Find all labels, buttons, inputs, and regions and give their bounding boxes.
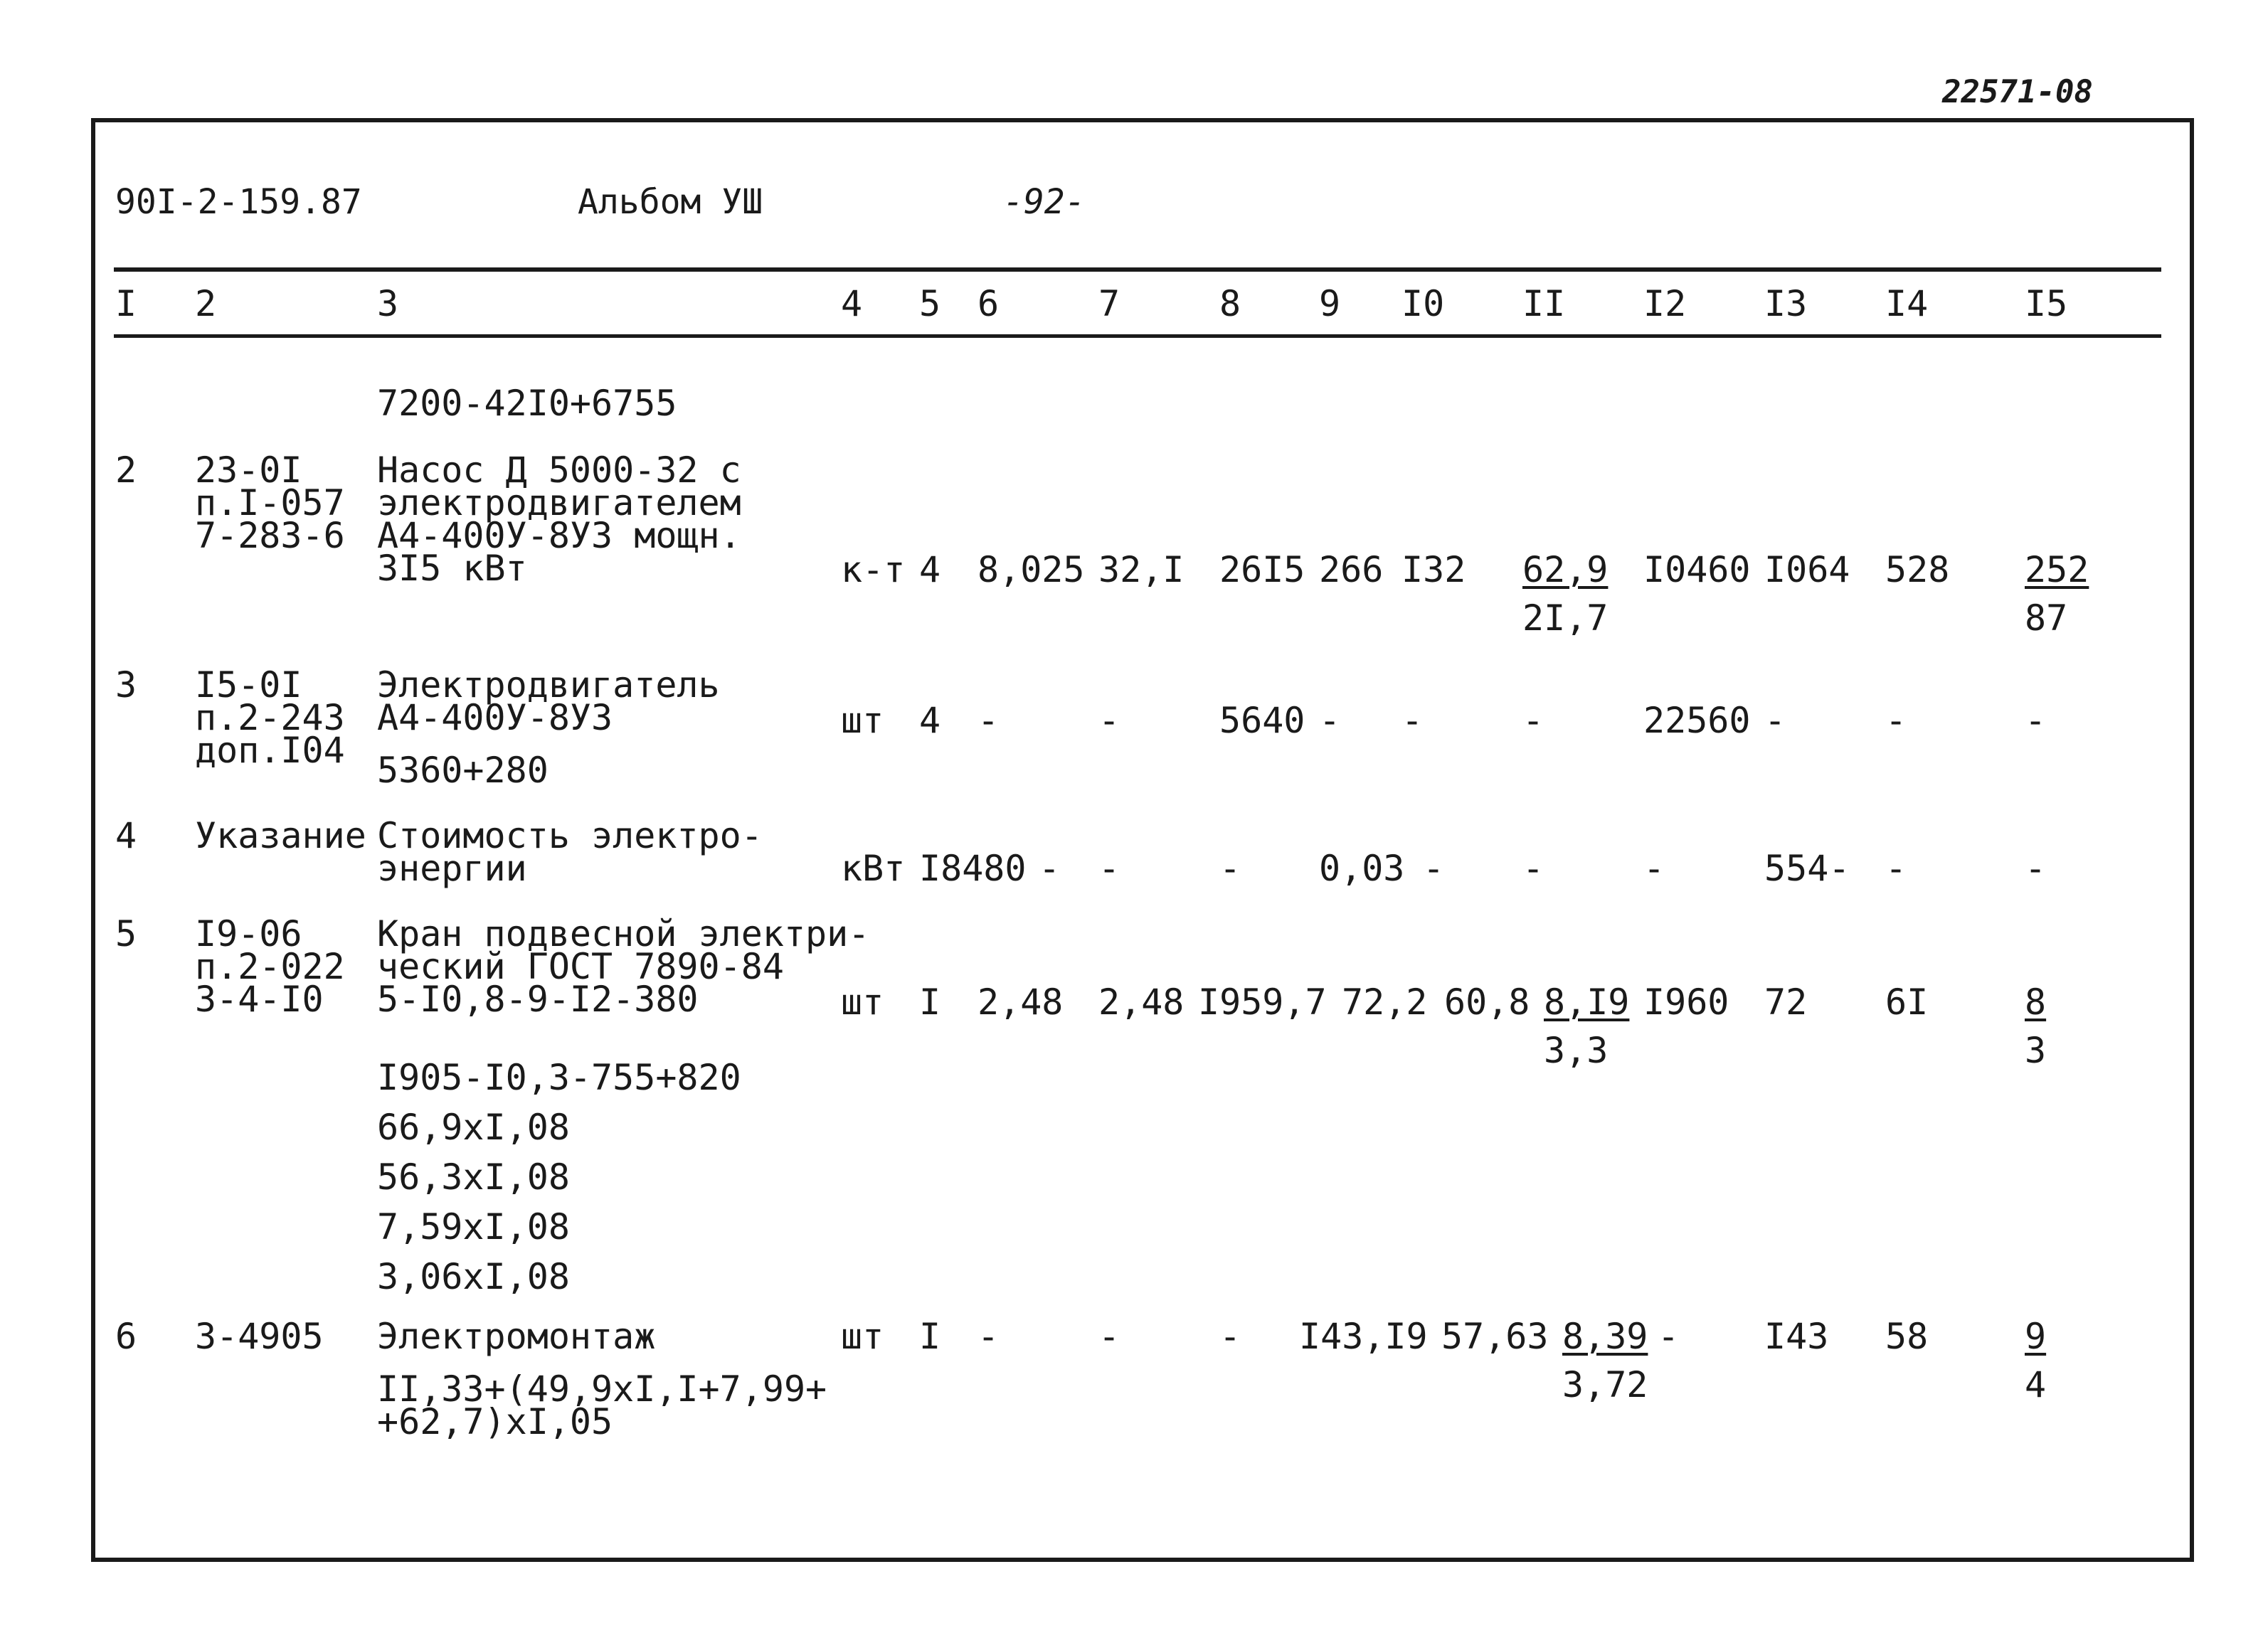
code-line: Указание	[195, 815, 366, 856]
col-14-value: -	[1885, 848, 1907, 889]
code-line: I9-06	[195, 913, 302, 954]
col-15-value: -	[2025, 848, 2047, 889]
col-11-value: 8,39	[1562, 1316, 1648, 1357]
quantity: 4	[919, 700, 941, 741]
desc-line: 5-I0,8-9-I2-380	[377, 979, 699, 1020]
unit: к-т	[841, 549, 906, 590]
desc-line: А4-400У-8УЗ	[377, 697, 613, 738]
price-code	[195, 815, 366, 856]
col-13-value: -	[1764, 700, 1786, 741]
unit: шт	[841, 1316, 884, 1357]
col-header-2: 2	[195, 283, 217, 324]
code-line: п.2-022	[195, 946, 345, 987]
col-10-value: 57,63	[1441, 1316, 1549, 1357]
col-14-value: 6I	[1885, 982, 1929, 1023]
col-7-value: 2,48	[1098, 982, 1185, 1023]
col-15-value: 8	[2025, 982, 2047, 1023]
desc-line: Кран подвесной электри-	[377, 913, 870, 954]
desc-line: Электромонтаж	[377, 1316, 656, 1357]
price-code	[195, 913, 345, 1020]
col-11-subvalue: 2I,7	[1522, 597, 1609, 639]
col-13-value: I43	[1764, 1316, 1829, 1357]
code-line: п.2-243	[195, 697, 345, 738]
col-8-value: -	[1219, 848, 1241, 889]
item-description	[377, 815, 763, 889]
desc-line: энергии	[377, 848, 527, 889]
code-line: I5-0I	[195, 664, 302, 706]
unit: кВт	[841, 848, 906, 889]
col-8-value: I959,7	[1198, 982, 1327, 1023]
col-7-value: -	[1098, 848, 1120, 889]
col-11-value: -	[1522, 700, 1544, 741]
col-12-value: I0460	[1643, 549, 1751, 590]
quantity: I8480	[919, 848, 1027, 889]
col-10-value: 60,8	[1444, 982, 1530, 1023]
code-line: п.I-057	[195, 482, 345, 523]
col-12-value: I960	[1643, 982, 1729, 1023]
col-15-value: 9	[2025, 1316, 2047, 1357]
table-header-rule	[114, 334, 2161, 338]
desc-line: электродвигателем	[377, 482, 741, 523]
col-11-subvalue: 3,72	[1562, 1364, 1648, 1405]
col-12-value: -	[1658, 1316, 1680, 1357]
col-header-9: 9	[1319, 283, 1341, 324]
calc-lines	[377, 1368, 827, 1442]
calc-line: 3,06xI,08	[377, 1256, 570, 1297]
col-header-10: I0	[1401, 283, 1445, 324]
col-14-value: 58	[1885, 1316, 1929, 1357]
unit: шт	[841, 700, 884, 741]
row-number: 6	[115, 1316, 137, 1357]
desc-line: Стоимость электро-	[377, 815, 763, 856]
item-description	[377, 1316, 656, 1357]
preamble-formula: 7200-42I0+6755	[377, 383, 677, 424]
calc-line: 56,3xI,08	[377, 1156, 570, 1198]
row-number: 2	[115, 450, 137, 491]
col-header-8: 8	[1219, 283, 1241, 324]
item-description	[377, 664, 720, 738]
code-line: 23-0I	[195, 450, 302, 491]
col-14-value: 528	[1885, 549, 1950, 590]
col-9-value: I43,I9	[1299, 1316, 1428, 1357]
calc-line: 7,59xI,08	[377, 1206, 570, 1248]
unit: шт	[841, 982, 884, 1023]
col-6-value: -	[977, 1316, 1000, 1357]
col-15-subvalue: 3	[2025, 1030, 2047, 1071]
calc-lines	[377, 1053, 741, 1302]
code-line: 3-4-I0	[195, 979, 324, 1020]
col-6-value: 2,48	[977, 982, 1064, 1023]
col-6-value: -	[1039, 848, 1061, 889]
col-11-subvalue: 3,3	[1544, 1030, 1609, 1071]
calc-line: II,33+(49,9xI,I+7,99+	[377, 1368, 827, 1410]
col-11-value: -	[1522, 848, 1544, 889]
price-code	[195, 664, 345, 771]
col-7-value: -	[1098, 1316, 1120, 1357]
col-9-value: -	[1319, 700, 1341, 741]
col-9-value: 266	[1319, 549, 1384, 590]
col-8-value: 5640	[1219, 700, 1305, 741]
desc-line: Насос Д 5000-32 с	[377, 450, 741, 491]
calc-line: I905-I0,3-755+820	[377, 1057, 741, 1098]
col-10-value: -	[1401, 700, 1424, 741]
col-6-value: -	[977, 700, 1000, 741]
col-header-4: 4	[841, 283, 863, 324]
code-line: 3-4905	[195, 1316, 324, 1357]
col-header-13: I3	[1764, 283, 1808, 324]
col-header-14: I4	[1885, 283, 1929, 324]
col-8-value: -	[1219, 1316, 1241, 1357]
col-7-value: 32,I	[1098, 549, 1185, 590]
col-15-value: 252	[2025, 549, 2089, 590]
col-11-value: 8,I9	[1544, 982, 1630, 1023]
col-header-12: I2	[1643, 283, 1687, 324]
code-line: доп.I04	[195, 730, 345, 771]
col-7-value: -	[1098, 700, 1120, 741]
col-header-3: 3	[377, 283, 399, 324]
col-header-5: 5	[919, 283, 941, 324]
calc-line: 5360+280	[377, 750, 549, 791]
price-code	[195, 1316, 324, 1357]
col-header-15: I5	[2025, 283, 2068, 324]
row-number: 4	[115, 815, 137, 856]
col-9-value: 72,2	[1342, 982, 1428, 1023]
desc-line: А4-400У-8УЗ мощн.	[377, 515, 741, 556]
col-6-value: 8,025	[977, 549, 1085, 590]
col-10-value: -	[1423, 848, 1445, 889]
col-15-subvalue: 4	[2025, 1364, 2047, 1405]
col-header-11: II	[1522, 283, 1566, 324]
col-10-value: I32	[1401, 549, 1466, 590]
item-description	[377, 913, 870, 1020]
price-code	[195, 450, 345, 556]
col-12-value: 22560	[1643, 700, 1751, 741]
col-13-value: 72	[1764, 982, 1808, 1023]
quantity: I	[919, 982, 941, 1023]
col-8-value: 26I5	[1219, 549, 1305, 590]
quantity: I	[919, 1316, 941, 1357]
col-13-value: 554-	[1764, 848, 1850, 889]
row-number: 3	[115, 664, 137, 706]
quantity: 4	[919, 549, 941, 590]
calc-line: 66,9xI,08	[377, 1107, 570, 1148]
col-13-value: I064	[1764, 549, 1850, 590]
desc-line: 3I5 кВт	[377, 548, 527, 589]
calc-line: +62,7)xI,05	[377, 1401, 613, 1442]
desc-line: ческий ГОСТ 7890-84	[377, 946, 784, 987]
document-code: 90I-2-159.87	[115, 182, 362, 222]
code-line: 7-283-6	[195, 515, 345, 556]
page-number: -92-	[1003, 182, 1086, 222]
album-label: Альбом УШ	[578, 182, 763, 222]
col-9-value: 0,03	[1319, 848, 1405, 889]
col-header-1: I	[115, 283, 137, 324]
col-15-subvalue: 87	[2025, 597, 2068, 639]
desc-line: Электродвигатель	[377, 664, 720, 706]
row-number: 5	[115, 913, 137, 954]
col-header-6: 6	[977, 283, 1000, 324]
archive-stamp: 22571-08	[1942, 74, 2093, 110]
col-14-value: -	[1885, 700, 1907, 741]
table-top-rule	[114, 267, 2161, 272]
col-15-value: -	[2025, 700, 2047, 741]
col-12-value: -	[1643, 848, 1665, 889]
col-header-7: 7	[1098, 283, 1120, 324]
item-description	[377, 450, 741, 589]
col-11-value: 62,9	[1522, 549, 1609, 590]
